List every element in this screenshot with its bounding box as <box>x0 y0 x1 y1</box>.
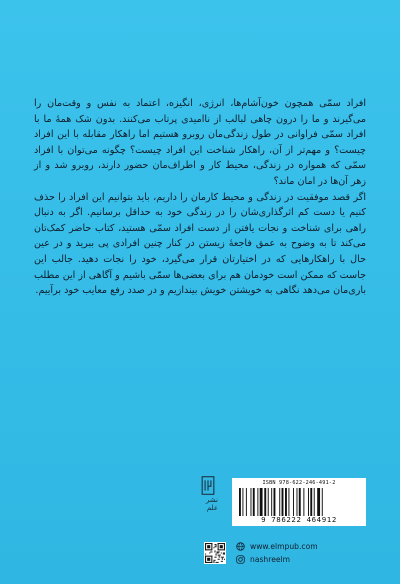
qr-module <box>224 559 225 560</box>
qr-module <box>221 552 222 553</box>
qr-module <box>209 552 210 553</box>
barcode-bar <box>251 488 252 516</box>
qr-module <box>224 554 225 555</box>
qr-module <box>205 556 212 557</box>
qr-module <box>219 551 220 552</box>
instagram-icon <box>236 555 245 564</box>
qr-module <box>207 545 210 548</box>
qr-module <box>219 557 220 558</box>
qr-module <box>221 557 222 558</box>
barcode-bar <box>303 488 304 516</box>
qr-module <box>213 547 214 548</box>
qr-module <box>222 559 223 560</box>
barcode-bar <box>239 488 241 516</box>
qr-module <box>218 552 219 553</box>
qr-module <box>220 545 223 548</box>
qr-module <box>222 557 223 558</box>
qr-module <box>219 555 220 556</box>
barcode-bar <box>317 488 320 516</box>
barcode-bar <box>285 488 287 516</box>
barcode-bar <box>299 488 301 516</box>
qr-module <box>210 551 211 552</box>
qr-module <box>216 554 217 555</box>
qr-module <box>205 543 212 544</box>
qr-module <box>224 543 225 550</box>
qr-module <box>211 556 212 563</box>
qr-module <box>218 551 219 552</box>
qr-module <box>217 551 218 552</box>
qr-module <box>220 555 221 556</box>
qr-module <box>218 562 219 563</box>
barcode-bar <box>257 488 258 516</box>
qr-module <box>213 561 214 562</box>
qr-module <box>218 543 225 544</box>
qr-module <box>216 546 217 547</box>
barcode-bar <box>264 488 266 516</box>
qr-module <box>218 555 219 556</box>
qr-module <box>213 562 214 563</box>
qr-module <box>218 559 219 560</box>
qr-module <box>216 562 217 563</box>
barcode-digits: 9 786222 464912 <box>261 515 337 524</box>
barcode-bar <box>260 488 263 516</box>
publisher-logo-text: نشر علم <box>205 496 218 512</box>
barcode-bar <box>310 488 312 516</box>
isbn-text: ISBN 978-622-246-491-2 <box>262 480 336 486</box>
qr-module <box>205 556 206 563</box>
qr-module <box>223 557 224 558</box>
contact-info <box>236 540 376 566</box>
website-row <box>236 540 376 553</box>
qr-module <box>223 552 224 553</box>
barcode-bar <box>279 488 280 516</box>
qr-module <box>222 561 223 562</box>
barcode-bar <box>297 488 298 516</box>
qr-module <box>219 556 220 557</box>
blurb-paragraph-1: افراد سمّی همچون خون‌آشام‌ها، انرژی، انگیزه، اعتماد به نفس و وقت‌مان را می‌گیرند و ما را درون چاهی لبالب از ناامیدی پرتاب می‌کنند. بدون شک همهٔ ما با افراد سمّی فراوانی در طول زندگی‌مان روبرو هستیم اما راهکار مقابله با این افراد چیست؟ و مهم‌تر از آن، راهکار شناخت این افراد چیست؟ چگونه می‌توان با افراد سمّی که همواره در زندگی، محیط کار و اطراف‌مان حضور دارند، روبرو شد و از زهر آن‌ها در امان ماند؟ <box>34 98 366 187</box>
instagram-row <box>236 553 376 566</box>
qr-module <box>218 543 219 550</box>
qr-module <box>214 544 215 545</box>
barcode-bar <box>246 488 247 516</box>
qr-module <box>205 554 206 555</box>
publisher-logo-icon <box>199 476 217 495</box>
qr-module <box>224 552 225 553</box>
qr-module <box>214 560 215 561</box>
barcode-bars <box>238 488 360 516</box>
qr-module <box>205 562 212 563</box>
blurb-text <box>34 96 366 299</box>
barcode-bar <box>314 488 315 516</box>
barcode-bar <box>282 488 284 516</box>
qr-module <box>222 558 223 559</box>
barcode-bar <box>293 488 294 516</box>
qr-module <box>211 543 212 550</box>
barcode-bar <box>308 488 309 516</box>
qr-module <box>221 561 222 562</box>
qr-module <box>214 550 215 551</box>
qr-module <box>218 549 225 550</box>
publisher-logo <box>198 476 218 512</box>
qr-module <box>216 555 217 556</box>
qr-module <box>217 562 218 563</box>
qr-module <box>216 557 217 558</box>
qr-module <box>214 557 215 558</box>
globe-icon <box>236 542 245 551</box>
barcode-bar <box>322 488 323 516</box>
qr-module <box>219 559 220 560</box>
barcode-bar <box>268 488 269 516</box>
barcode-bar <box>253 488 255 516</box>
barcode <box>232 478 366 526</box>
qr-code-icon <box>204 542 226 564</box>
qr-module <box>216 545 217 546</box>
qr-module <box>213 560 214 561</box>
qr-module <box>205 549 212 550</box>
qr-module <box>211 551 212 552</box>
qr-module <box>205 543 206 550</box>
blurb-paragraph-2: اگر قصد موفقیت در زندگی و محیط کارمان را داریم، باید بتوانیم این افراد را حذف کنیم یا دست کم اثرگذاری‌شان را در زندگی خود به حداقل برسانیم. اگر به دنبال راهی برای شناخت و نجات یافتن از دست افراد سمّی هستید، کتاب حاضر کمک‌تان می‌کند تا به وضوح به عمق فاجعهٔ زیستن در کنار چنین افرادی پی ببرید و در عین حال با راهکارهایی که در اختیارتان قرار می‌گیرد، خود را نجات دهید. جالب این جاست که ممکن است خودمان هم برای بعضی‌ها سمّی باشیم و آگاهی از این مطلب باری‌مان می‌دهد نگاهی به خویشتن خویش بیندازیم و در صدد رفع معایب خود برآییم. <box>34 191 366 297</box>
barcode-bar <box>242 488 243 516</box>
barcode-bar <box>271 488 272 516</box>
qr-module <box>217 552 218 553</box>
instagram-handle[interactable]: nashreelm <box>250 555 291 564</box>
qr-module <box>214 551 215 552</box>
qr-module <box>216 544 217 545</box>
barcode-bar <box>274 488 276 516</box>
website-link[interactable]: www.elmpub.com <box>250 542 318 551</box>
qr-module <box>223 554 224 555</box>
qr-module <box>207 558 210 561</box>
barcode-bar <box>288 488 289 516</box>
qr-module <box>214 546 215 547</box>
